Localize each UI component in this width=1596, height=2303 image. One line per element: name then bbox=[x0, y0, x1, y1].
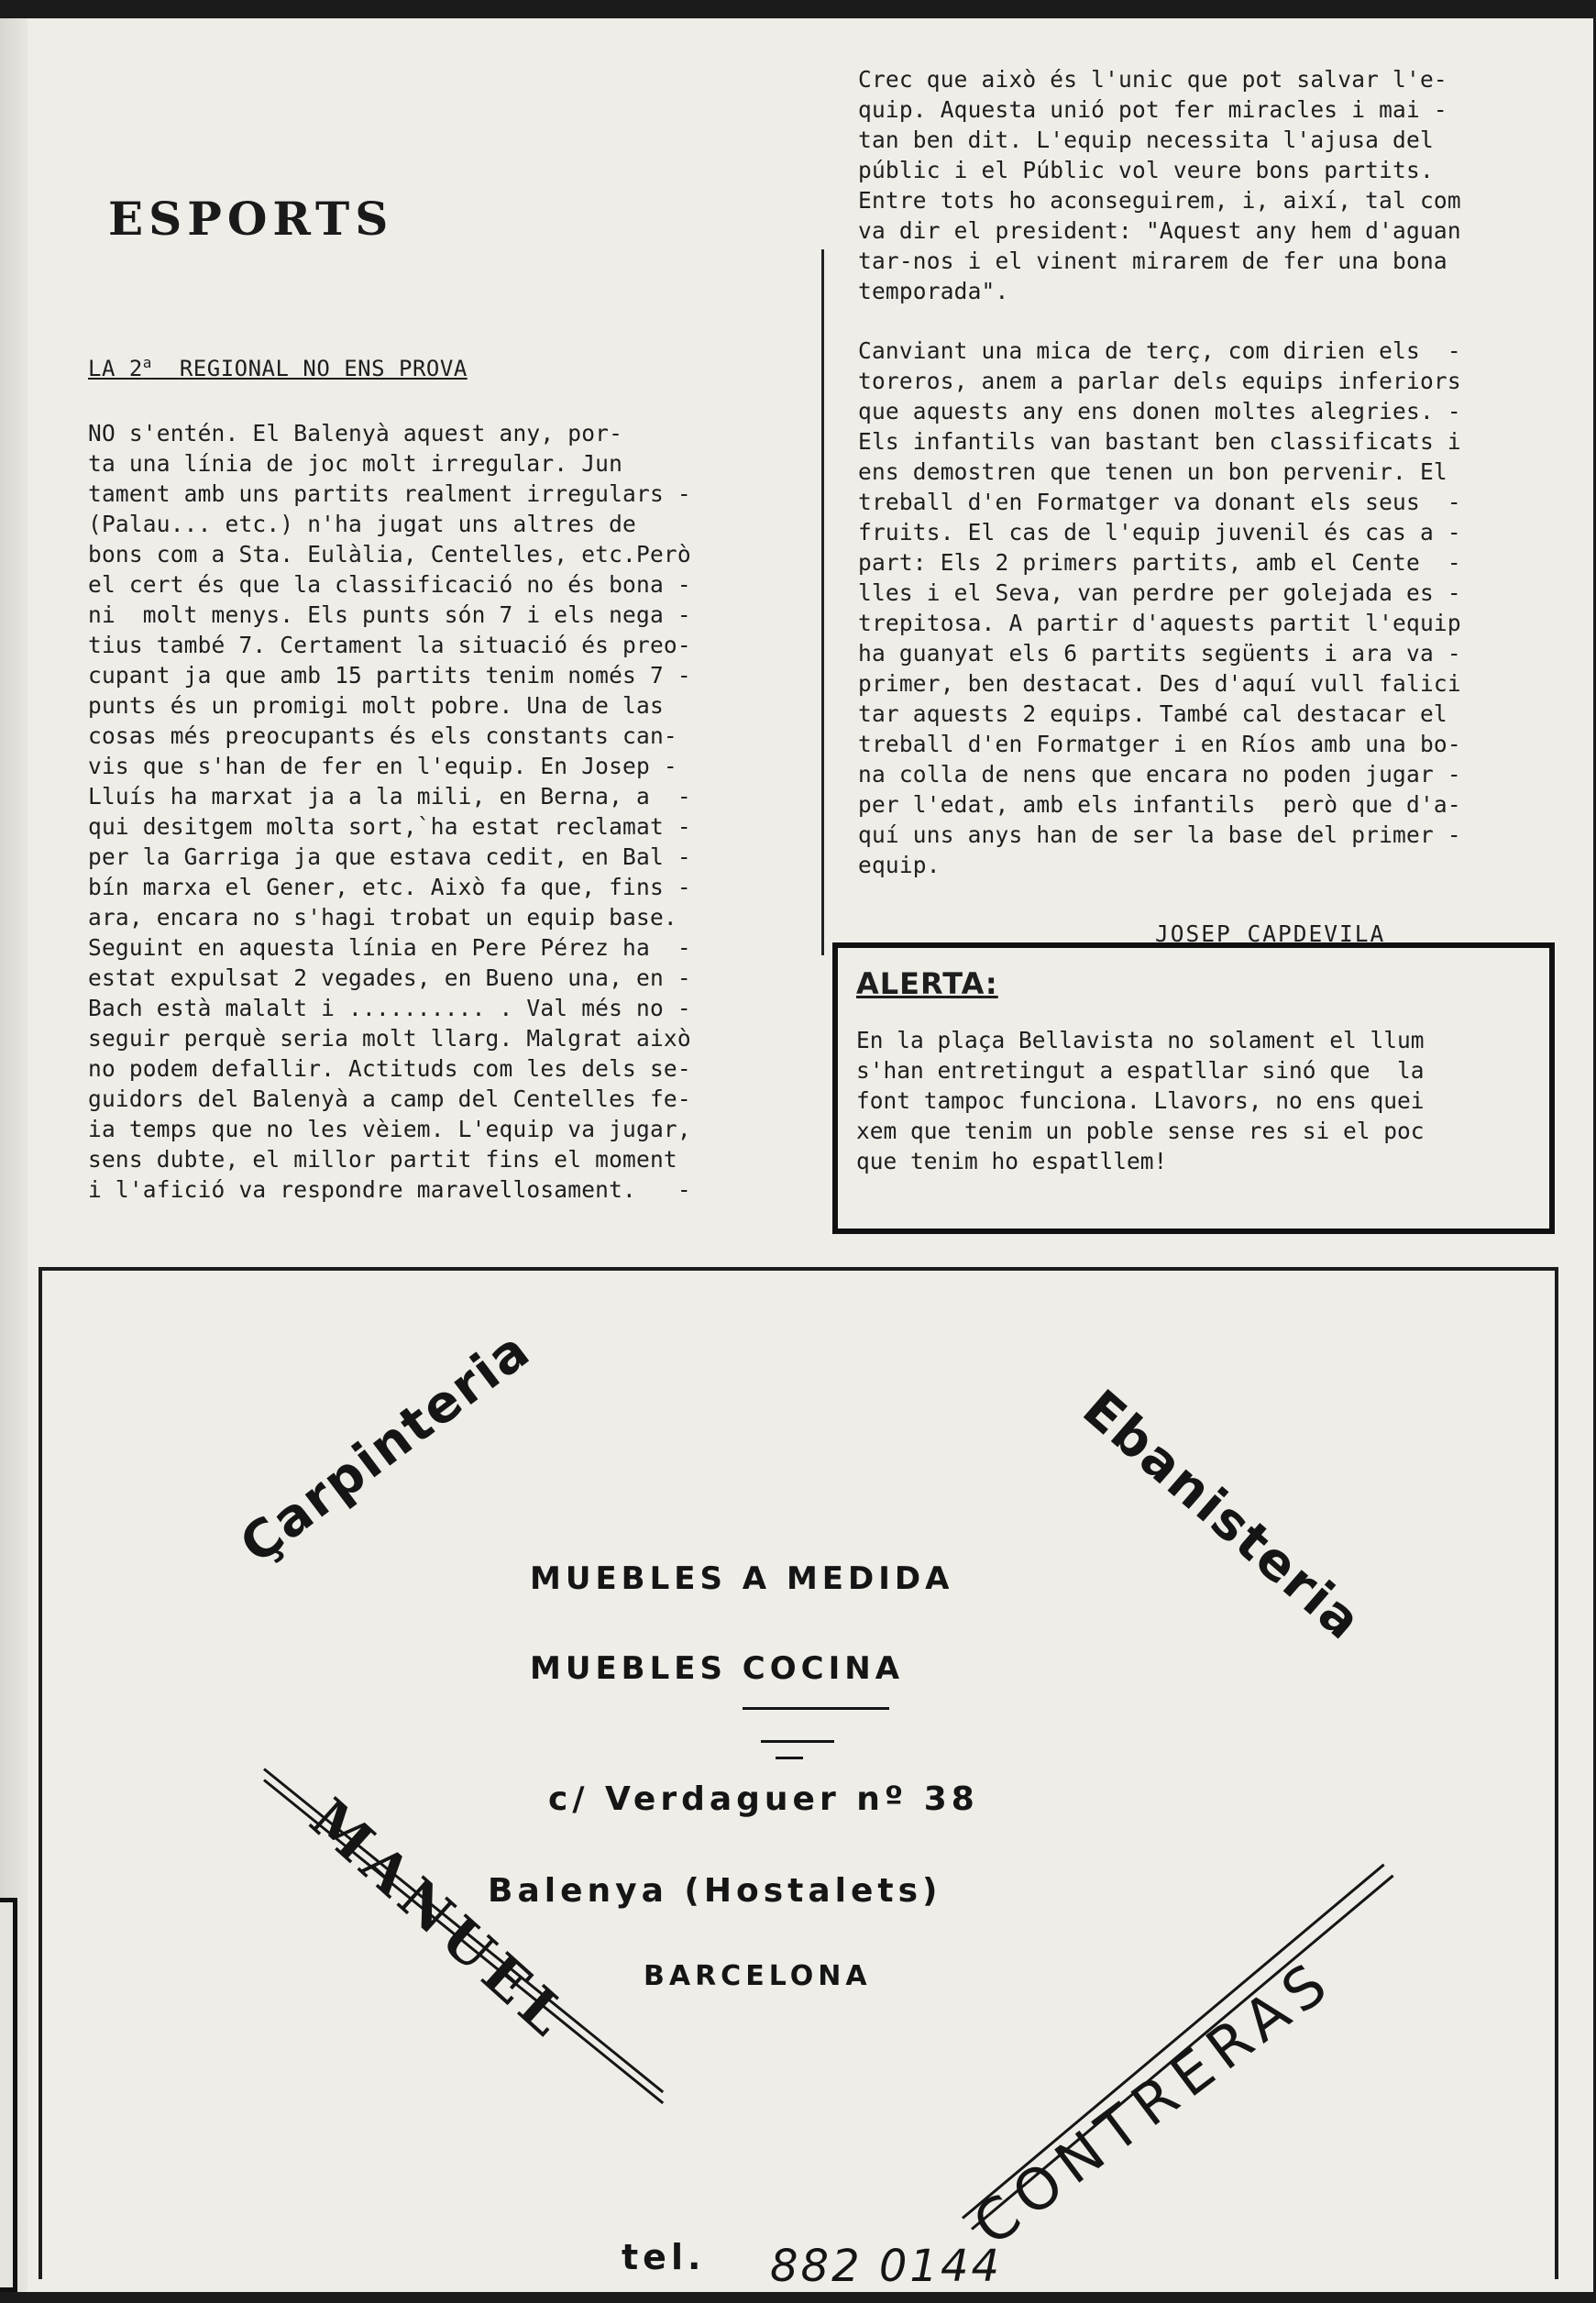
text-line: treball d'en Formatger i en Ríos amb una bo- bbox=[858, 731, 1461, 757]
text-line: font tampoc funciona. Llavors, no ens quei bbox=[856, 1087, 1425, 1114]
text-line: ha guanyat els 6 partits següents i ara va - bbox=[858, 640, 1461, 667]
text-line: Entre tots ho aconseguirem, i, així, tal com bbox=[858, 187, 1461, 214]
document-page bbox=[28, 18, 1593, 2292]
ad-word-manuel: MANUEL bbox=[297, 1786, 584, 2054]
text-line: Crec que això és l'unic que pot salvar l'e- bbox=[858, 66, 1447, 93]
text-line: tan ben dit. L'equip necessita l'ajusa del bbox=[858, 127, 1434, 153]
text-line: fruits. El cas de l'equip juvenil és cas a - bbox=[858, 519, 1461, 545]
text-line: ni molt menys. Els punts són 7 i els nega - bbox=[88, 601, 691, 628]
text-line: que tenim ho espatllem! bbox=[856, 1148, 1168, 1174]
text-line: no podem defallir. Actituds com les dels se- bbox=[88, 1055, 691, 1082]
article-right-column-bottom bbox=[858, 336, 1461, 880]
text-line: toreros, anem a parlar dels equips inferiors bbox=[858, 368, 1461, 394]
text-line: xem que tenim un poble sense res si el poc bbox=[856, 1118, 1425, 1144]
article-left-column bbox=[88, 418, 691, 1205]
text-line: Canviant una mica de terç, com dirien els - bbox=[858, 337, 1461, 364]
text-line: ens demostren que tenen un bon pervenir. El bbox=[858, 458, 1447, 485]
text-line: el cert és que la classificació no és bona - bbox=[88, 571, 691, 598]
text-line: primer, ben destacat. Des d'aquí vull falici bbox=[858, 670, 1461, 697]
ad-line-muebles-cocina: MUEBLES COCINA bbox=[530, 1650, 905, 1687]
article-heading bbox=[88, 354, 468, 381]
text-line: quí uns anys han de ser la base del primer - bbox=[858, 821, 1461, 848]
text-line: ta una línia de joc molt irregular. Jun bbox=[88, 450, 623, 477]
ad-city: BARCELONA bbox=[644, 1960, 872, 1992]
alert-title: ALERTA: bbox=[856, 966, 998, 1001]
text-line: tius també 7. Certament la situació és preo- bbox=[88, 632, 691, 658]
heading-sup: a bbox=[142, 354, 152, 371]
text-line: seguir perquè seria molt llarg. Malgrat això bbox=[88, 1025, 691, 1052]
text-line: públic i el Públic vol veure bons partits. bbox=[858, 157, 1434, 183]
text-line: En la plaça Bellavista no solament el llum bbox=[856, 1027, 1425, 1053]
ad-tel-number: 882 0144 bbox=[770, 2241, 1003, 2292]
ad-rule-1 bbox=[743, 1707, 889, 1710]
text-line: lles i el Seva, van perdre per golejada es - bbox=[858, 579, 1461, 606]
text-line: Bach està malalt i .......... . Val més no - bbox=[88, 995, 691, 1021]
text-line: (Palau... etc.) n'ha jugat uns altres de bbox=[88, 511, 637, 537]
ad-tel-label: tel. bbox=[622, 2237, 706, 2277]
heading-prefix: LA 2 bbox=[88, 356, 143, 381]
text-line: cupant ja que amb 15 partits tenim només 7 - bbox=[88, 662, 691, 689]
alert-box bbox=[832, 942, 1555, 1234]
heading-rest: REGIONAL NO ENS PROVA bbox=[179, 356, 468, 381]
text-line: tar aquests 2 equips. També cal destacar el bbox=[858, 700, 1447, 727]
ad-word-contreras: CONTRERAS bbox=[961, 1945, 1347, 2259]
text-line: Els infantils van bastant ben classificats i bbox=[858, 428, 1461, 455]
text-line: s'han entretingut a espatllar sinó que la bbox=[856, 1057, 1425, 1084]
ad-rule-2 bbox=[761, 1740, 834, 1743]
text-line: que aquests any ens donen moltes alegries. - bbox=[858, 398, 1461, 424]
text-line: quip. Aquesta unió pot fer miracles i mai - bbox=[858, 96, 1447, 123]
text-line: va dir el president: "Aquest any hem d'aguan bbox=[858, 217, 1461, 244]
ad-rule-3 bbox=[776, 1757, 803, 1759]
text-line: bons com a Sta. Eulàlia, Centelles, etc.Però bbox=[88, 541, 691, 567]
ad-word-ebanisteria: Ebanisteria bbox=[1071, 1378, 1374, 1653]
text-line: treball d'en Formatger va donant els seus - bbox=[858, 489, 1461, 515]
text-line: per l'edat, amb els infantils però que d'a- bbox=[858, 791, 1461, 818]
text-line: temporada". bbox=[858, 278, 1009, 304]
text-line: equip. bbox=[858, 852, 941, 878]
column-divider bbox=[821, 249, 824, 955]
text-line: estat expulsat 2 vegades, en Bueno una, en - bbox=[88, 964, 691, 991]
text-line: ia temps que no les vèiem. L'equip va jugar, bbox=[88, 1116, 691, 1142]
ad-address: c/ Verdaguer nº 38 bbox=[548, 1780, 979, 1818]
text-line: cosas més preocupants és els constants can- bbox=[88, 722, 677, 749]
text-line: punts és un promigi molt pobre. Una de las bbox=[88, 692, 664, 719]
text-line: ara, encara no s'hagi trobat un equip base. bbox=[88, 904, 677, 931]
text-line: qui desitgem molta sort,`ha estat reclamat - bbox=[88, 813, 691, 840]
ad-line-muebles-medida: MUEBLES A MEDIDA bbox=[530, 1560, 954, 1597]
text-line: na colla de nens que encara no poden jugar - bbox=[858, 761, 1461, 788]
ad-town: Balenya (Hostalets) bbox=[488, 1872, 942, 1910]
text-line: Seguint en aquesta línia en Pere Pérez ha - bbox=[88, 934, 691, 961]
text-line: guidors del Balenyà a camp del Centelles fe- bbox=[88, 1085, 691, 1112]
text-line: bín marxa el Gener, etc. Això fa que, fins - bbox=[88, 874, 691, 900]
text-line: per la Garriga ja que estava cedit, en Bal - bbox=[88, 843, 691, 870]
text-line: trepitosa. A partir d'aquests partit l'equip bbox=[858, 610, 1461, 636]
section-title: esports bbox=[108, 172, 394, 250]
text-line: part: Els 2 primers partits, amb el Cente - bbox=[858, 549, 1461, 576]
text-line: NO s'entén. El Balenyà aquest any, por- bbox=[88, 420, 623, 446]
text-line: Lluís ha marxat ja a la mili, en Berna, a - bbox=[88, 783, 691, 810]
text-line: sens dubte, el millor partit fins el moment bbox=[88, 1146, 677, 1173]
edge-box bbox=[0, 1898, 17, 2292]
article-right-column-top bbox=[858, 64, 1461, 306]
ad-word-carpinteria: Çarpinteria bbox=[229, 1319, 542, 1576]
alert-body bbox=[856, 1025, 1425, 1176]
text-line: tar-nos i el vinent mirarem de fer una bona bbox=[858, 248, 1447, 274]
byline: JOSEP CAPDEVILA bbox=[1155, 920, 1386, 947]
text-line: vis que s'han de fer en l'equip. En Josep - bbox=[88, 753, 677, 779]
text-line: tament amb uns partits realment irregulars - bbox=[88, 480, 691, 507]
text-line: i l'afició va respondre maravellosament. - bbox=[88, 1176, 691, 1203]
